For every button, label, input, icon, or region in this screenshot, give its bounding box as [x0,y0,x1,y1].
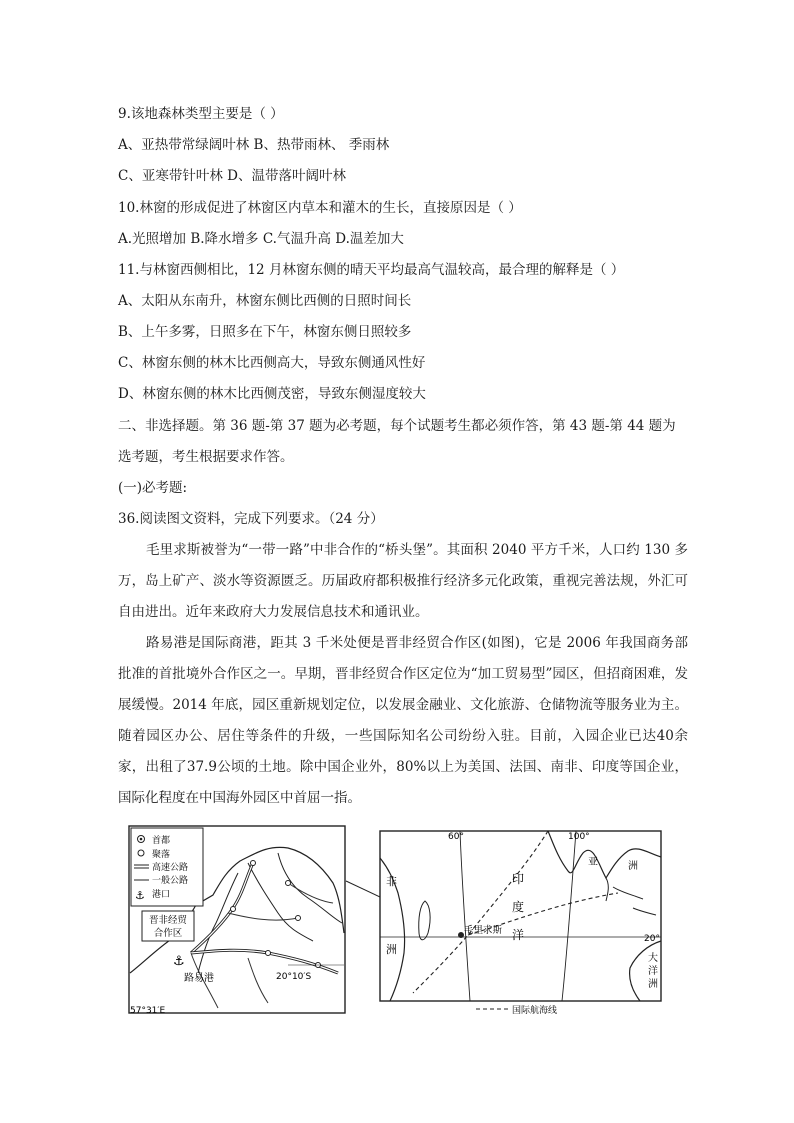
port-louis-inset-map [129,826,345,1016]
lat-20-label: 20° [644,934,660,944]
settlement-marker [231,907,236,912]
q10-options: A.光照增加 B.降水增多 C.气温升高 D.温差加大 [118,231,404,247]
map-figure [128,823,663,1016]
q11-option-d: D、林窗东侧的林木比西侧茂密，导致东侧湿度较大 [118,386,426,402]
indian-ocean-map [380,831,661,1001]
zone-label-line1: 晋非经贸 [148,915,188,926]
oceania-label-2: 洋 [648,966,658,977]
anchor-icon: ⚓ [135,889,145,902]
q11-stem: 11.与林窗西侧相比，12 月林窗东侧的晴天平均最高气温较高，最合理的解释是（ ） [118,262,625,278]
legend-settlement: 聚落 [152,850,171,860]
legend-road: 一般公路 [152,876,189,886]
ocean-label-2: 度 [512,900,525,914]
settlement-marker [266,951,271,956]
ocean-label-1: 印 [512,872,525,886]
latitude-label: 20°10′S [276,972,312,982]
lon-100-label: 100° [568,832,590,842]
legend-port: 港口 [152,890,171,900]
q36-stem: 36.阅读图文资料，完成下列要求。（24 分） [118,511,384,527]
port-label: 路易港 [184,973,214,984]
africa-label-2: 洲 [386,943,397,956]
port-anchor-icon: ⚓ [173,954,185,969]
settlement-marker [251,861,256,866]
q11-option-a: A、太阳从东南升，林窗东侧比西侧的日照时间长 [118,293,412,309]
q11-option-c: C、林窗东侧的林木比西侧高大，导致东侧通风性好 [118,355,426,371]
oceania-label-3: 洲 [648,979,658,990]
africa-label-1: 非 [386,875,397,888]
ocean-label-3: 洋 [512,928,525,942]
asia-label-1: 亚 [588,857,598,868]
section2-subheading: (一)必考题: [118,480,188,496]
q11-option-b: B、上午多雾，日照多在下午，林窗东侧日照较多 [118,324,412,340]
legend-capital: 首都 [152,836,171,846]
settlement-legend-icon [138,850,144,856]
section2-intro-line2: 选考题，考生根据要求作答。 [118,449,294,465]
route-legend-label: 国际航海线 [512,1006,558,1016]
q36-paragraph-1: 毛里求斯被誉为“一带一路”中非合作的“桥头堡”。其面积 2040 平方千米，人口约 130 多万，岛上矿产、淡水等资源匮乏。历届政府都积极推行经济多元化政策，重视完善法规，外汇可自由进出。近年来政府大力发展信息技术和通讯业。 [118,542,688,620]
zone-label-line2: 合作区 [153,928,183,939]
mauritius-label: 毛里求斯 [464,925,503,936]
capital-legend-icon-dot [140,838,143,841]
q10-stem: 10.林窗的形成促进了林窗区内草本和灌木的生长，直接原因是（ ） [118,200,522,216]
oceania-label-1: 大 [648,953,658,964]
settlement-marker [296,916,301,921]
q36-paragraph-2: 路易港是国际商港，距其 3 千米处便是晋非经贸合作区(如图)，它是 2006 年我国商务部批准的首批境外合作区之一。早期，晋非经贸合作区定位为“加工贸易型”园区，但招商困难，发展缓慢。2014 年底，园区重新规划定位，以发展金融业、文化旅游、仓储物流等服务业为主。随着园区办公、居住等条件的升级，一些国际知名公司纷纷入驻。目前，入园企业已达40余家，出租了37.9公顷的土地。除中国企业外，80%以上为美国、法国、南非、印度等国企业，国际化程度在中国海外园区中首屈一指。 [118,635,688,806]
lon-60-label: 60° [448,832,464,842]
q9-options-ab: A、亚热带常绿阔叶林 B、热带雨林、 季雨林 [118,137,390,153]
q9-options-cd: C、亚寒带针叶林 D、温带落叶阔叶林 [118,168,346,184]
section2-intro-line1: 二、非选择题。第 36 题-第 37 题为必考题，每个试题考生都必须作答，第 43 题-第 44 题为 [118,418,676,434]
settlement-marker [286,881,291,886]
legend-highway: 高速公路 [152,863,189,873]
longitude-label: 57°31′E [130,1006,166,1016]
q9-stem: 9.该地森林类型主要是（ ） [118,106,284,122]
asia-label-2: 洲 [628,861,638,872]
